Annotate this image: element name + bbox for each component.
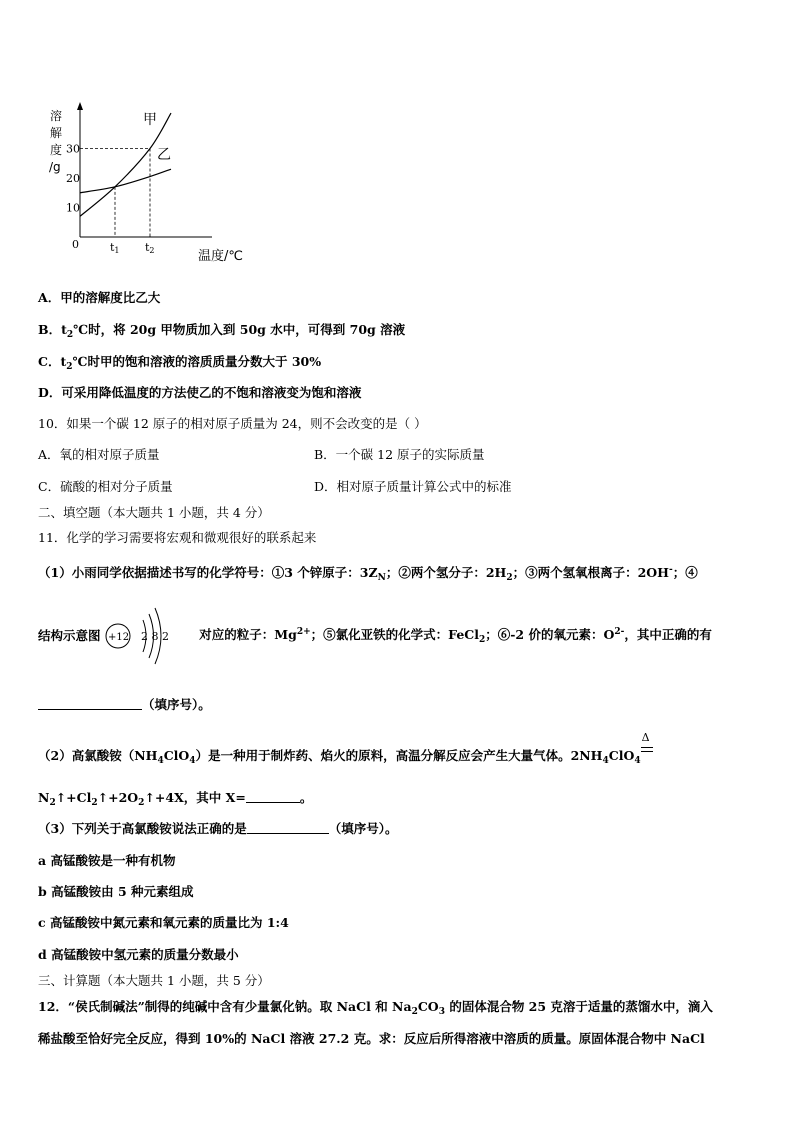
y-axis-arrow <box>77 102 83 110</box>
y-tick-label: 20 <box>66 172 80 185</box>
solubility-curve-2 <box>80 169 171 193</box>
q12-line2: 稀盐酸至恰好完全反应，得到 10%的 NaCl 溶液 27.2 克。求：反应后所得溶液中溶质的质量。原固体混合物中 NaCl <box>38 1031 705 1046</box>
atom-structure-diagram <box>105 606 195 666</box>
q11-part3-stem: （3）下列关于高氯酸铵说法正确的是 （填序号）。 <box>38 821 398 836</box>
q9-option-b: B．$t_2℃$时，将 20g 甲物质加入到 50g 水中，可得到 70g 溶液 <box>38 322 406 340</box>
nucleus-charge: +12 <box>107 632 129 643</box>
y-label-char-3: 度 <box>50 143 63 157</box>
heat-symbol: Δ <box>641 731 650 744</box>
section-heading-fill-in: 二、填空题（本大题共 1 小题，共 4 分） <box>38 505 270 520</box>
answer-blank-3[interactable] <box>247 821 329 834</box>
q11-option-d: d 高锰酸铵中氢元素的质量分数最小 <box>38 947 239 962</box>
q9-option-a: A．甲的溶解度比乙大 <box>38 290 161 305</box>
q11-part2-line1: （2）高氯酸铵$(NH_4ClO_4)$是一种用于制炸药、焰火的原料，高温分解反应会产生大量气体。$2NH_4ClO_4$ Δ <box>38 746 655 769</box>
q11-option-c: c 高锰酸铵中氮元素和氧元素的质量比为 1:4 <box>38 915 289 930</box>
y-axis-label <box>49 108 62 174</box>
q10-option-a: A．氧的相对原子质量 <box>38 447 160 462</box>
solubility-chart <box>40 100 250 270</box>
q11-stem: 11．化学的学习需要将宏观和微观很好的联系起来 <box>38 530 317 545</box>
series-label-2: 乙 <box>157 147 171 164</box>
q10-option-b: B．一个碳 12 原子的实际质量 <box>314 447 485 462</box>
q11-option-b: b 高锰酸铵由 5 种元素组成 <box>38 884 194 899</box>
section-heading-calc: 三、计算题（本大题共 1 小题，共 5 分） <box>38 973 270 988</box>
q10-stem: 10．如果一个碳 12 原子的相对原子质量为 24，则不会改变的是（ ） <box>38 416 427 431</box>
x-tick-label: t1 <box>110 241 120 255</box>
x-axis-label: 温度/℃ <box>198 249 243 264</box>
q10-option-c: C．硫酸的相对分子质量 <box>38 479 173 494</box>
answer-blank-1[interactable] <box>38 697 142 710</box>
y-tick-label: 30 <box>66 142 80 156</box>
q11-option-a: a 高锰酸铵是一种有机物 <box>38 853 176 868</box>
answer-blank-2[interactable] <box>246 790 300 803</box>
origin-label: 0 <box>72 238 79 251</box>
q11-part2-line2: $N_2↑+Cl_2↑+2O_2↑+4X$，其中 X= 。 <box>38 790 313 808</box>
q12-line1: 12．“侯氏制碱法”制得的纯碱中含有少量氯化钠。取 NaCl 和 $Na_2CO_3$ 的固体混合物 25 克溶于适量的蒸馏水中，滴入 <box>38 999 713 1017</box>
y-tick-label: 10 <box>66 201 80 215</box>
series-label-1: 甲 <box>143 112 157 128</box>
y-label-char-1: 溶 <box>50 109 63 123</box>
solubility-curve-1 <box>80 113 171 216</box>
q9-option-d: D．可采用降低温度的方法使乙的不饱和溶液变为饱和溶液 <box>38 385 362 400</box>
q10-option-d: D．相对原子质量计算公式中的标准 <box>314 479 512 494</box>
y-label-char-4: /g <box>49 160 61 174</box>
y-label-char-2: 解 <box>50 126 63 140</box>
q9-option-c: C．$t_2℃$时甲的饱和溶液的溶质质量分数大于 30% <box>38 354 322 372</box>
x-tick-label: t2 <box>145 241 155 255</box>
q11-part1-line: （1）小雨同学依据描述书写的化学符号：①3 个锌原子：$3Z_N$；②两个氢分子：$2H_2$；③两个氢氧根离子：2OH-；④ <box>38 565 698 583</box>
electron-shells: 2 8 2 <box>140 630 169 643</box>
q11-part1-answer: （填序号）。 <box>38 697 211 713</box>
q11-part1-line2: 结构示意图 +12 2 8 2 对应的粒子：$Mg^{2+}$；⑤氯化亚铁的化学式：FeCl$_2$；⑥-2 价的氧元素：$O^{2-}$，其中正确的有 <box>38 606 712 666</box>
